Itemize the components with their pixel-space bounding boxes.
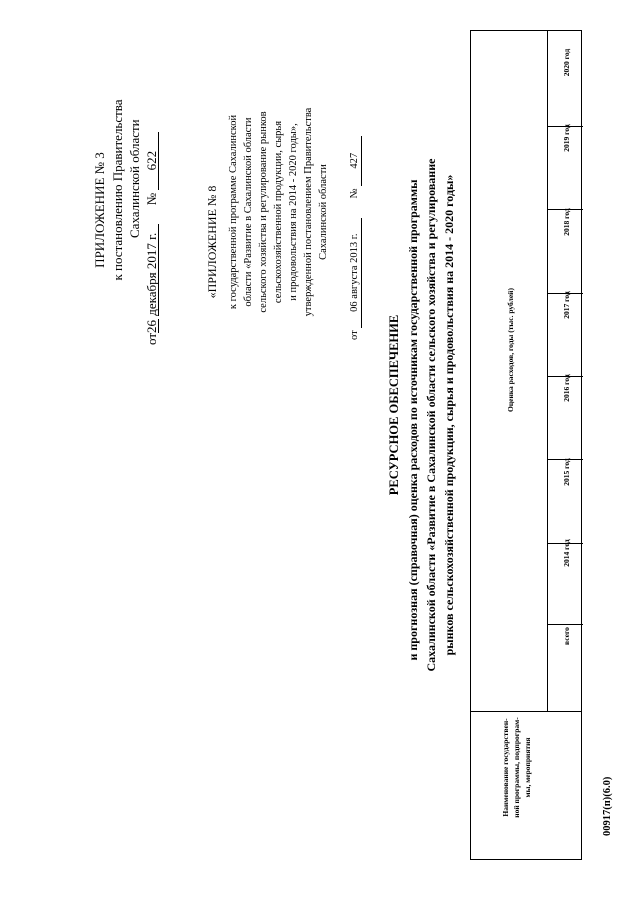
number-sign: № bbox=[144, 192, 159, 206]
decree-month-year: декабря 2017 г. bbox=[146, 224, 159, 316]
document-code: 00917(п)(6.0) bbox=[602, 776, 613, 836]
annex-date-line bbox=[347, 40, 362, 340]
annex-text bbox=[226, 52, 331, 372]
annex-date: 06 августа 2013 г. bbox=[349, 218, 362, 328]
column-2018: 2018 год bbox=[562, 208, 571, 236]
annex-from-label: от bbox=[349, 330, 360, 340]
appendix-line-2: Сахалинской области bbox=[127, 119, 142, 238]
name-header-line-2: ной программы, подпрограм- bbox=[512, 717, 521, 818]
annex-line-2: области «Развитие в Сахалинской области bbox=[243, 117, 254, 307]
column-2017: 2017 год bbox=[562, 291, 571, 319]
column-2016: 2016 год bbox=[562, 374, 571, 402]
column-2019: 2019 год bbox=[562, 124, 571, 152]
column-2020: 2020 год bbox=[562, 48, 571, 77]
name-header-line-1: Наименование государствен- bbox=[501, 718, 510, 817]
decree-day: 26 bbox=[144, 319, 159, 333]
annex-line-1: к государственной программе Сахалинской bbox=[228, 114, 239, 310]
appendix-date-line bbox=[145, 145, 159, 345]
estimate-header-divider bbox=[547, 31, 548, 711]
from-label: от bbox=[144, 332, 159, 345]
name-header-line-3: мы, мероприятия bbox=[523, 737, 532, 798]
heading-line-3: Сахалинской области «Развитие в Сахалинской области сельского хозяйства и регулирование bbox=[424, 158, 438, 672]
appendix-line-1: к постановлению Правительства bbox=[110, 99, 125, 281]
resource-heading: РЕСУРСНОЕ ОБЕСПЕЧЕНИЕ bbox=[387, 314, 401, 496]
decree-number: 622 bbox=[146, 132, 159, 190]
estimate-header: Оценка расходов, годы (тыс. рублей) bbox=[506, 288, 515, 412]
annex-title: «ПРИЛОЖЕНИЕ № 8 bbox=[205, 185, 219, 299]
annex-line-6: утвержденной постановлением Правительства bbox=[303, 107, 314, 317]
appendix-title: ПРИЛОЖЕНИЕ № 3 bbox=[92, 152, 107, 268]
annex-number-sign: № bbox=[349, 188, 360, 199]
heading-line-2: и прогнозная (справочная) оценка расходов по источникам государственной программы bbox=[406, 179, 420, 661]
annex-line-7: Сахалинской области bbox=[318, 164, 329, 260]
annex-line-4: сельскохозяйственной продукции, сырья bbox=[273, 120, 284, 304]
heading-line-4: рынков сельскохозяйственной продукции, сырья и продовольствия на 2014 - 2020 годы» bbox=[442, 174, 456, 656]
column-2015: 2015 год bbox=[562, 458, 571, 486]
column-2014: 2014 год bbox=[562, 539, 571, 567]
column-total: всего bbox=[562, 627, 571, 645]
annex-number: 427 bbox=[349, 136, 362, 186]
name-column-header bbox=[500, 700, 533, 835]
annex-line-5: и продовольствия на 2014 - 2020 годы», bbox=[288, 123, 299, 301]
annex-line-3: сельского хозяйства и регулирование рынков bbox=[258, 111, 269, 313]
